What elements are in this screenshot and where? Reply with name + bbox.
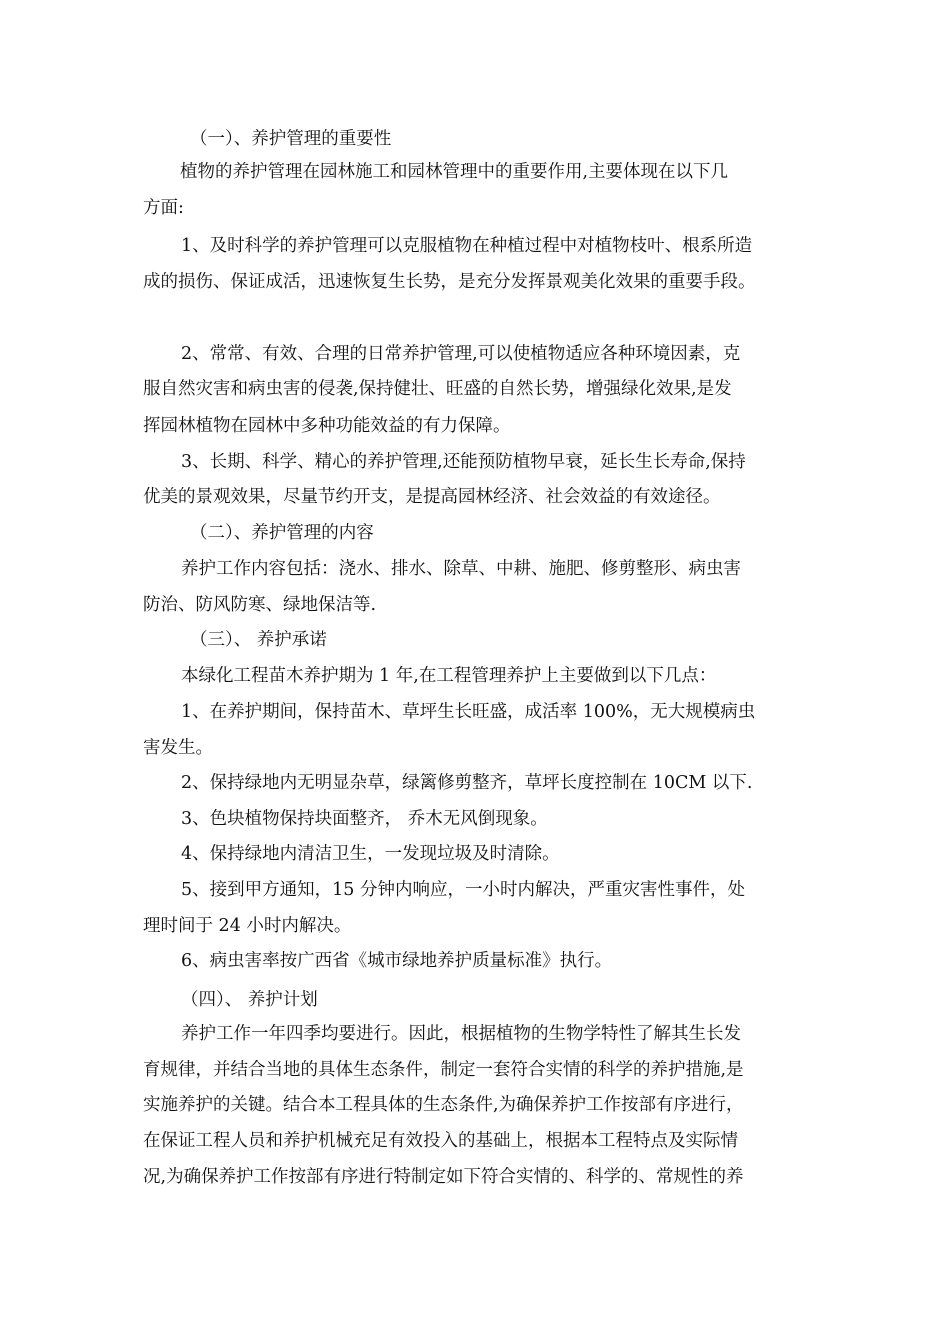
paragraph-line: 育规律，并结合当地的具体生态条件，制定一套符合实情的科学的养护措施,是 [143,1060,744,1080]
paragraph-line: 挥园林植物在园林中多种功能效益的有力保障。 [143,416,511,436]
paragraph-line: 养护工作内容包括：浇水、排水、除草、中耕、施肥、修剪整形、病虫害 [181,559,741,579]
section-heading-importance: （一）、养护管理的重要性 [190,129,392,149]
paragraph-line: 害发生。 [143,738,213,758]
paragraph-line: 植物的养护管理在园林施工和园林管理中的重要作用,主要体现在以下几 [180,162,729,182]
section-heading-commitment: （三）、 养护承诺 [190,630,327,650]
section-heading-content: （二）、养护管理的内容 [190,523,374,543]
paragraph-line: 服自然灾害和病虫害的侵袭,保持健壮、旺盛的自然长势，增强绿化效果,是发 [143,379,732,399]
paragraph-line: 成的损伤、保证成活，迅速恢复生长势，是充分发挥景观美化效果的重要手段。 [143,272,756,292]
paragraph-line: 2、保持绿地内无明显杂草，绿篱修剪整齐，草坪长度控制在 10CM 以下. [181,773,753,793]
paragraph-line: 在保证工程人员和养护机械充足有效投入的基础上，根据本工程特点及实际情 [143,1131,738,1151]
paragraph-line: 方面: [143,198,184,218]
paragraph-line: 实施养护的关键。结合本工程具体的生态条件,为确保养护工作按部有序进行， [143,1095,744,1115]
paragraph-line: 4、保持绿地内清洁卫生，一发现垃圾及时清除。 [181,844,560,864]
paragraph-line: 3、色块植物保持块面整齐， 乔木无风倒现象。 [181,809,548,829]
paragraph-line: 5、接到甲方通知，15 分钟内响应，一小时内解决，严重灾害性事件，处 [181,880,745,900]
paragraph-line: 况,为确保养护工作按部有序进行特制定如下符合实情的、科学的、常规性的养 [143,1167,744,1187]
paragraph-line: 养护工作一年四季均要进行。因此，根据植物的生物学特性了解其生长发 [181,1024,741,1044]
paragraph-line: 3、长期、科学、精心的养护管理,还能预防植物早衰，延长生长寿命,保持 [181,452,746,472]
paragraph-line: 本绿化工程苗木养护期为 1 年,在工程管理养护上主要做到以下几点： [181,666,717,686]
paragraph-line: 理时间于 24 小时内解决。 [143,916,352,936]
paragraph-line: 1、在养护期间，保持苗木、草坪生长旺盛，成活率 100%，无大规模病虫 [181,702,756,722]
paragraph-line: 2、常常、有效、合理的日常养护管理,可以使植物适应各种环境因素，克 [181,344,741,364]
paragraph-line: 1、及时科学的养护管理可以克服植物在种植过程中对植物枝叶、根系所造 [181,236,753,256]
section-heading-plan: （四）、 养护计划 [181,990,318,1010]
paragraph-line: 防治、防风防寒、绿地保洁等. [143,595,377,615]
paragraph-line: 优美的景观效果，尽量节约开支，是提高园林经济、社会效益的有效途径。 [143,487,721,507]
paragraph-line: 6、病虫害率按广西省《城市绿地养护质量标准》执行。 [181,951,613,971]
